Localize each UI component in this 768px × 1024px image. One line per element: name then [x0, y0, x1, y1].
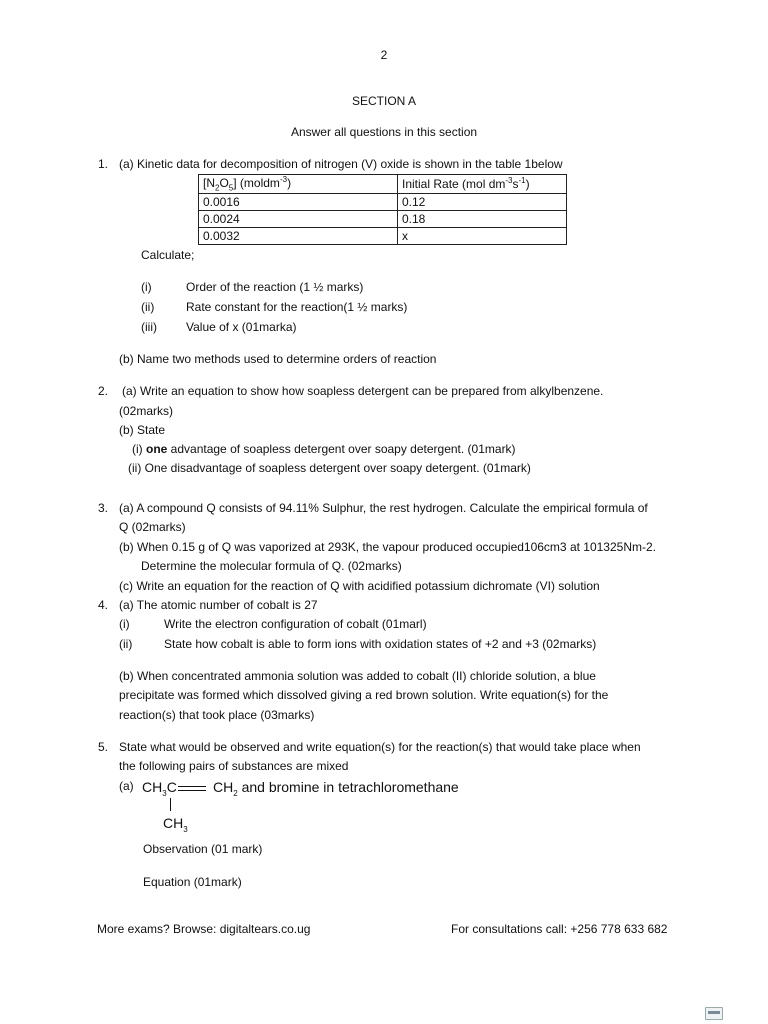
q3-a-text: (a) A compound Q consists of 94.11% Sulphur, the rest hydrogen. Calculate the empirical formula of	[119, 501, 648, 515]
section-title: SECTION A	[351, 94, 416, 108]
q4-part-text: Write the electron configuration of cobalt (01marl)	[164, 617, 427, 631]
q3-c-text: (c) Write an equation for the reaction of Q with acidified potassium dichromate (VI) solution	[119, 579, 600, 593]
alkene-structure: $CH_3C$	[142, 779, 177, 798]
q4-b-line: reaction(s) that took place (03marks)	[119, 708, 315, 722]
table-cell: 0.12	[398, 193, 567, 210]
q1-calculate: Calculate;	[141, 248, 195, 262]
table-header-row	[199, 175, 567, 194]
q1-part-label: (ii)	[141, 300, 155, 314]
kinetic-data-table	[198, 174, 567, 245]
q2-b-ii: (ii) One disadvantage of soapless detergent over soapy detergent. (01mark)	[128, 461, 531, 475]
q1-part-text: Rate constant for the reaction(1 ½ marks)	[186, 300, 408, 314]
q4-b-line: (b) When concentrated ammonia solution was added to cobalt (II) chloride solution, a blue	[119, 669, 596, 683]
q2-b-state: (b) State	[119, 423, 166, 437]
table-row	[199, 210, 567, 227]
q4-b-line: precipitate was formed which dissolved giving a red brown solution. Write equation(s) for the	[119, 688, 609, 702]
table-row	[199, 193, 567, 210]
q5-observation: Observation (01 mark)	[143, 842, 263, 856]
q5-line: the following pairs of substances are mixed	[119, 759, 349, 773]
table-row	[199, 227, 567, 244]
q2-b-i: (i) one advantage of soapless detergent over soapy detergent. (01mark)	[132, 442, 516, 456]
q4-a-text: (a) The atomic number of cobalt is 27	[119, 598, 318, 612]
page-number: 2	[380, 48, 388, 62]
q3-b-cont: Determine the molecular formula of Q. (02marks)	[141, 559, 402, 573]
q1-part-text: Order of the reaction (1 ½ marks)	[186, 280, 364, 294]
q1-part-label: (iii)	[141, 320, 157, 334]
q5-equation: Equation (01mark)	[143, 875, 242, 889]
q3-number: 3.	[98, 501, 109, 515]
footer-contact: For consultations call: +256 778 633 682	[451, 922, 668, 936]
table-header-concentration: $[N_2O_5]$ (moldm$^{-3}$)	[199, 175, 398, 194]
q4-part-text: State how cobalt is able to form ions with oxidation states of +2 and +3 (02marks)	[164, 637, 597, 651]
table-cell: 0.0032	[199, 227, 398, 244]
q4-number: 4.	[98, 598, 109, 612]
table-header-rate: Initial Rate (mol $dm^{-3}s^{-1}$)	[398, 175, 567, 194]
q5-line: State what would be observed and write equation(s) for the reaction(s) that would take place when	[119, 740, 641, 754]
q3-a-cont: Q (02marks)	[119, 520, 186, 534]
q1-number: 1.	[98, 157, 109, 171]
table-cell: 0.0016	[199, 193, 398, 210]
q4-part-label: (i)	[119, 617, 130, 631]
single-bond	[170, 798, 171, 811]
q5-number: 5.	[98, 740, 109, 754]
section-instruction: Answer all questions in this section	[290, 125, 478, 139]
corner-logo-icon	[705, 1007, 723, 1020]
q1-a-text: (a) Kinetic data for decomposition of nitrogen (V) oxide is shown in the table 1below	[119, 157, 563, 171]
footer-website: More exams? Browse: digitaltears.co.ug	[97, 922, 311, 936]
q1-part-label: (i)	[141, 280, 152, 294]
table-cell: 0.0024	[199, 210, 398, 227]
q2-a-text: (a) Write an equation to show how soapless detergent can be prepared from alkylbenzene.	[122, 384, 604, 398]
q2-number: 2.	[98, 384, 109, 398]
q2-a-marks: (02marks)	[119, 404, 174, 418]
q4-part-label: (ii)	[119, 637, 133, 651]
alkene-structure-right: $CH_2$ and bromine in tetrachloromethane	[213, 779, 459, 798]
q3-b-text: (b) When 0.15 g of Q was vaporized at 293K, the vapour produced occupied106cm3 at 101325Nm-2.	[119, 540, 656, 554]
methyl-branch: $CH_3$	[163, 815, 188, 834]
q1-part-text: Value of x (01marka)	[186, 320, 297, 334]
table-cell: x	[398, 227, 567, 244]
q1-b-text: (b) Name two methods used to determine orders of reaction	[119, 352, 437, 366]
q5-a-label: (a)	[119, 779, 134, 793]
double-bond	[178, 786, 206, 791]
table-cell: 0.18	[398, 210, 567, 227]
